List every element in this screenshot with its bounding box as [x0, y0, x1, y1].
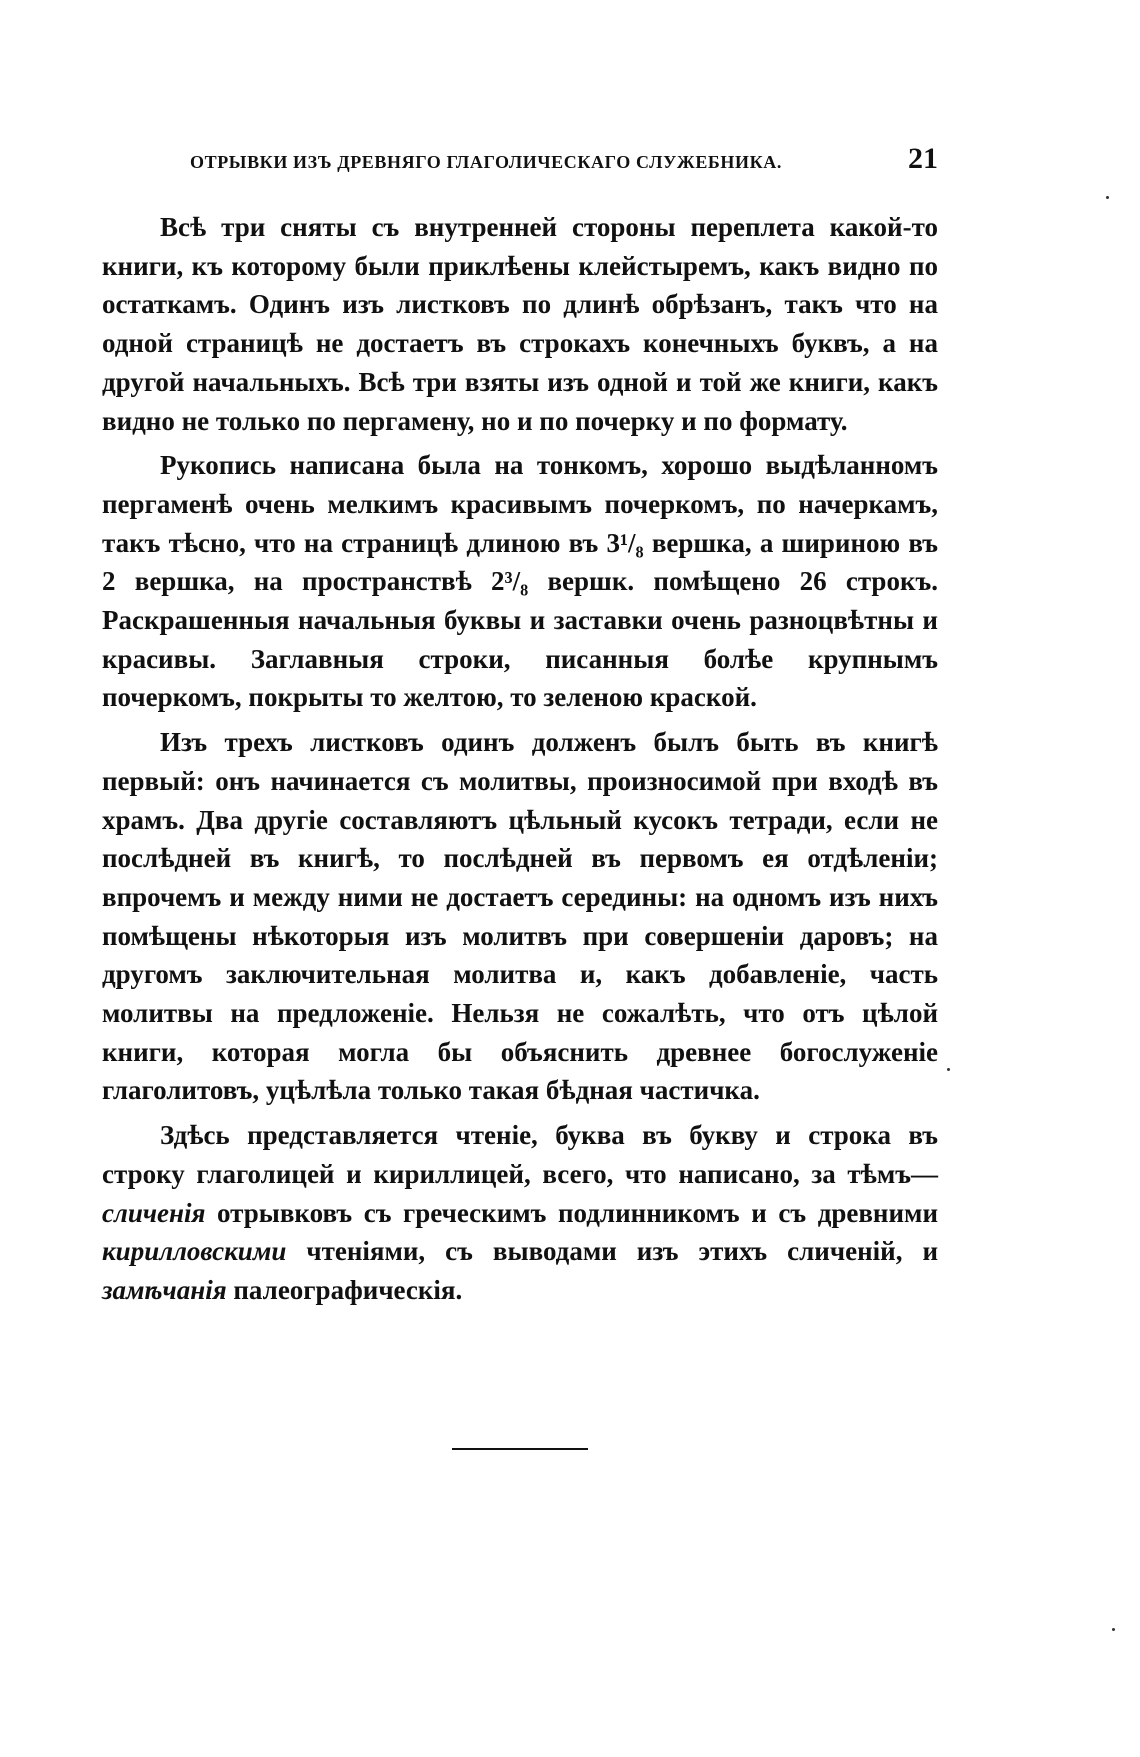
paragraph	[102, 446, 938, 717]
page-number: 21	[908, 142, 938, 175]
scan-speck	[947, 1068, 950, 1071]
italic-text: сличенія	[102, 1197, 206, 1228]
italic-text: кирилловскими	[102, 1236, 287, 1267]
scan-speck	[1106, 196, 1109, 199]
page-header	[190, 142, 938, 182]
body-text	[102, 208, 938, 1316]
paragraph-text: отрывковъ съ греческимъ подлинникомъ и съ древними	[205, 1197, 938, 1228]
italic-text: замѣчанія	[102, 1274, 227, 1305]
paragraph-text: чтеніями, съ выводами изъ этихъ сличеній, и	[286, 1236, 938, 1267]
scan-speck	[1112, 1628, 1115, 1631]
paragraph	[102, 1116, 938, 1310]
paragraph	[102, 208, 938, 440]
paragraph-text: Изъ трехъ листковъ одинъ долженъ былъ быть въ книгѣ первый: онъ начинается съ молитвы, произносимой при входѣ въ храмъ. Два другіе составляютъ цѣльный кусокъ тетради, если не послѣдней въ книгѣ, то послѣдней въ первомъ ея отдѣленіи; впрочемъ и между ними не достаетъ середины: на одномъ изъ нихъ помѣщены нѣкоторыя изъ молитвъ при совершеніи даровъ; на другомъ заключительная молитва и, какъ добавленіе, часть молитвы на предложеніе. Нельзя не сожалѣть, что отъ цѣлой книги, которая могла бы объяснить древнее богослуженіе глаголитовъ, уцѣлѣла только такая бѣдная частичка.	[102, 727, 938, 1106]
paragraph-text: Здѣсь представляется чтеніе, буква въ букву и строка въ строку глаголицей и кириллицей, всего, что написано, за тѣмъ—	[102, 1120, 938, 1189]
paragraph	[102, 723, 938, 1110]
section-end-rule	[452, 1448, 588, 1450]
paragraph-text: Рукопись написана была на тонкомъ, хорошо выдѣланномъ пергаменѣ очень мелкимъ красивымъ почеркомъ, по начеркамъ, такъ тѣсно, что на страницѣ длиною въ 3¹/₈ вершка, а шириною въ 2 вершка, на пространствѣ 2³/₈ вершк. помѣщено 26 строкъ. Раскрашенныя начальныя буквы и заставки очень разноцвѣтны и красивы. Заглавныя строки, писанныя болѣе крупнымъ почеркомъ, покрыты то желтою, то зеленою краской.	[102, 450, 938, 713]
paragraph-text: Всѣ три сняты съ внутренней стороны переплета какой-то книги, къ которому были приклѣены клейстыремъ, какъ видно по остаткамъ. Одинъ изъ листковъ по длинѣ обрѣзанъ, такъ что на одной страницѣ не достаетъ въ строкахъ конечныхъ буквъ, а на другой начальныхъ. Всѣ три взяты изъ одной и той же книги, какъ видно не только по пергамену, но и по почерку и по формату.	[102, 212, 938, 436]
paragraph-text: палеографическія.	[226, 1274, 463, 1305]
running-title: ОТРЫВКИ ИЗЪ ДРЕВНЯГО ГЛАГОЛИЧЕСКАГО СЛУЖЕБНИКА.	[190, 152, 782, 172]
